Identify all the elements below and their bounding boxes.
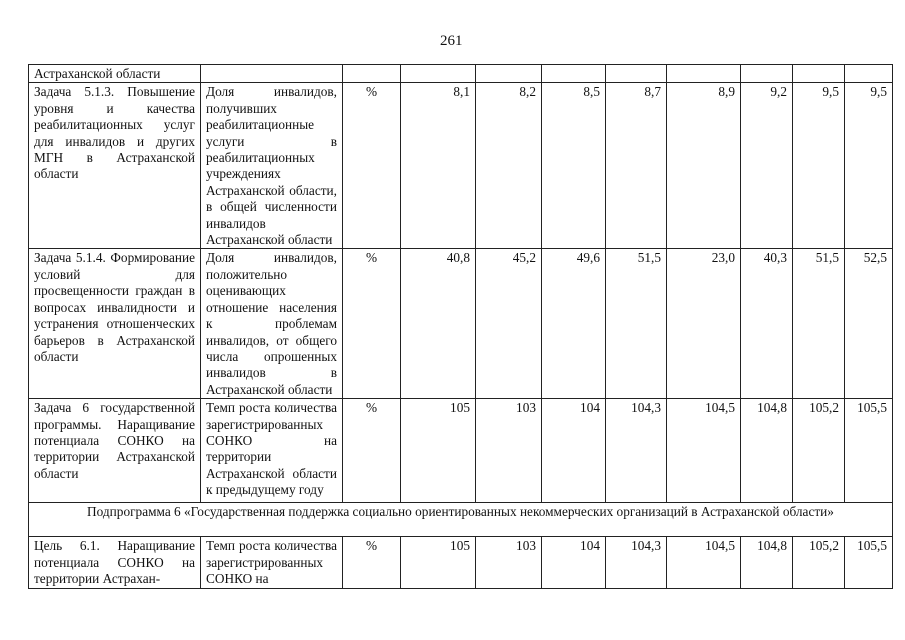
value-cell: 105,2	[793, 399, 845, 503]
value-cell: 9,5	[793, 83, 845, 249]
value-cell: 105	[401, 399, 476, 503]
value-cell	[667, 65, 741, 83]
indicator-cell	[201, 65, 343, 83]
value-cell	[476, 65, 542, 83]
value-cell: 103	[476, 537, 542, 589]
indicators-table	[28, 64, 893, 589]
value-cell: 105,5	[845, 537, 893, 589]
unit-cell: %	[343, 537, 401, 589]
value-cell: 40,3	[741, 249, 793, 399]
indicator-cell: Доля инвалидов, положительно оценивающих отношение населения к проблемам инвалидов, от общего числа опрошенных инвалидов в Астраханской области	[201, 249, 343, 399]
value-cell: 104,5	[667, 537, 741, 589]
value-cell: 104,8	[741, 537, 793, 589]
value-cell: 9,5	[845, 83, 893, 249]
indicator-cell: Доля инвалидов, получивших реабилитационные услуги в реабилитационных учреждениях Астраханской области, в общей численности инвалидов Астраханской области	[201, 83, 343, 249]
value-cell: 8,9	[667, 83, 741, 249]
table-row	[29, 249, 893, 399]
table-row	[29, 399, 893, 503]
value-cell: 51,5	[606, 249, 667, 399]
indicator-cell: Темп роста количества зарегистрированных СОНКО на	[201, 537, 343, 589]
unit-cell	[343, 65, 401, 83]
value-cell: 104	[542, 537, 606, 589]
value-cell	[741, 65, 793, 83]
value-cell	[401, 65, 476, 83]
value-cell: 40,8	[401, 249, 476, 399]
value-cell	[606, 65, 667, 83]
value-cell	[542, 65, 606, 83]
value-cell: 23,0	[667, 249, 741, 399]
value-cell: 45,2	[476, 249, 542, 399]
value-cell: 104,8	[741, 399, 793, 503]
unit-cell: %	[343, 249, 401, 399]
value-cell: 104,3	[606, 399, 667, 503]
subprogram-row	[29, 503, 893, 537]
value-cell: 8,5	[542, 83, 606, 249]
task-cell: Цель 6.1. Наращивание потенциала СОНКО на территории Астрахан-	[29, 537, 201, 589]
value-cell: 105,2	[793, 537, 845, 589]
value-cell: 104	[542, 399, 606, 503]
task-cell: Задача 6 государственной программы. Наращивание потенциала СОНКО на территории Астраханской области	[29, 399, 201, 503]
subprogram-title: Подпрограмма 6 «Государственная поддержка социально ориентированных некоммерческих организаций в Астраханской области»	[29, 503, 893, 537]
value-cell: 8,1	[401, 83, 476, 249]
value-cell: 9,2	[741, 83, 793, 249]
page-number: 261	[440, 33, 463, 49]
table-row	[29, 83, 893, 249]
value-cell: 49,6	[542, 249, 606, 399]
value-cell: 104,3	[606, 537, 667, 589]
task-cell: Задача 5.1.3. Повышение уровня и качества реабилитационных услуг для инвалидов и других МГН в Астраханской области	[29, 83, 201, 249]
table-row	[29, 537, 893, 589]
value-cell: 8,2	[476, 83, 542, 249]
value-cell: 105	[401, 537, 476, 589]
value-cell: 52,5	[845, 249, 893, 399]
unit-cell: %	[343, 399, 401, 503]
indicator-cell: Темп роста количества зарегистрированных СОНКО на территории Астраханской области к предыдущему году	[201, 399, 343, 503]
value-cell: 51,5	[793, 249, 845, 399]
value-cell: 104,5	[667, 399, 741, 503]
task-cell: Задача 5.1.4. Формирование условий для просвещенности граждан в вопросах инвалидности и устранения отношенческих барьеров в Астраханской области	[29, 249, 201, 399]
value-cell	[793, 65, 845, 83]
value-cell: 105,5	[845, 399, 893, 503]
value-cell	[845, 65, 893, 83]
value-cell: 103	[476, 399, 542, 503]
task-cell: Астраханской области	[29, 65, 201, 83]
value-cell: 8,7	[606, 83, 667, 249]
table-row	[29, 65, 893, 83]
unit-cell: %	[343, 83, 401, 249]
